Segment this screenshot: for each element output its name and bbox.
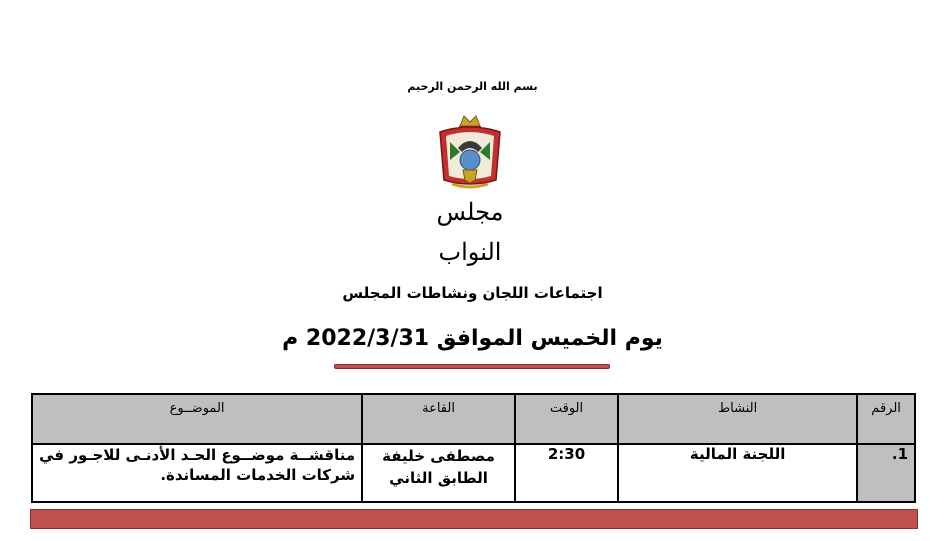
header-topic: الموضــوع: [32, 394, 362, 444]
row-number: 1.: [857, 444, 915, 502]
header-activity: النشاط: [618, 394, 857, 444]
row-hall-line2: الطابق الثاني: [389, 469, 488, 487]
basmala: بسم الله الرحمن الرحيم: [407, 80, 538, 93]
date-underline-bar: [334, 364, 610, 369]
header-number: الرقم: [857, 394, 915, 444]
jordan-coat-of-arms-icon: [430, 112, 510, 192]
table-header-row: [32, 394, 915, 444]
header-time: الوقت: [515, 394, 618, 444]
page-title: اجتماعات اللجان ونشاطات المجلس: [342, 284, 603, 302]
row-hall: [362, 444, 515, 502]
row-time: 2:30: [515, 444, 618, 502]
row-topic: مناقشــة موضــوع الحـد الأدنـى للاجـور في شركات الخدمات المساندة.: [32, 444, 362, 502]
row-activity: اللجنة المالية: [618, 444, 857, 502]
row-hall-line1: مصطفى خليفة: [382, 447, 495, 465]
parliament-logo: مجلس النواب: [436, 198, 504, 266]
table-row: [32, 444, 915, 502]
schedule-table: [31, 393, 916, 503]
header-hall: القاعة: [362, 394, 515, 444]
date-heading: يوم الخميس الموافق 2022/3/31 م: [282, 326, 663, 351]
footer-accent-bar: [30, 509, 918, 529]
